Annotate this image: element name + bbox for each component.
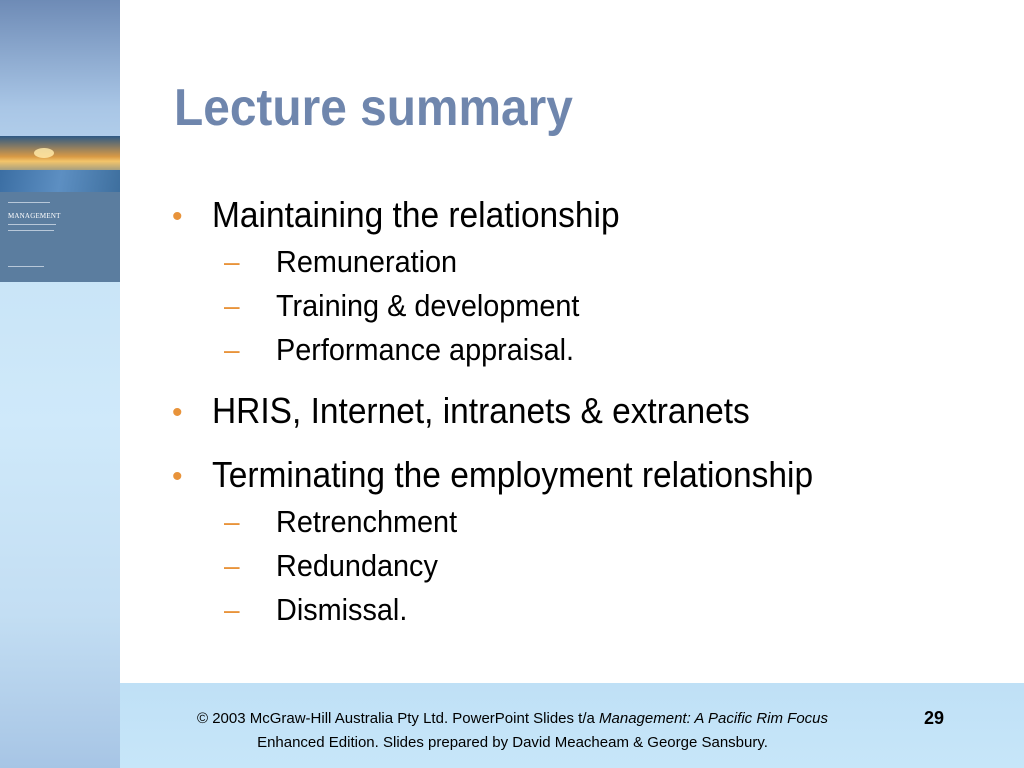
bullet-marker: •	[172, 396, 183, 429]
book-cover-title: MANAGEMENT	[8, 212, 61, 220]
cover-line	[8, 202, 50, 203]
bullet-marker: •	[172, 200, 183, 233]
sun-reflection	[34, 148, 54, 158]
sub-bullet-marker: –	[224, 550, 240, 581]
bullet-item	[172, 450, 992, 500]
page-number: 29	[924, 708, 945, 728]
bullet-text: HRIS, Internet, intranets & extranets	[212, 390, 750, 431]
sub-bullet-text: Redundancy	[276, 548, 438, 583]
bullet-item	[172, 190, 992, 240]
bullet-marker: •	[172, 460, 183, 493]
sub-bullet-marker: –	[224, 506, 240, 537]
bullet-item	[172, 386, 992, 436]
cover-line	[8, 224, 56, 225]
cover-line	[8, 266, 44, 267]
sub-bullet-item	[172, 284, 992, 328]
sub-bullet-marker: –	[224, 594, 240, 625]
footer-line-1	[120, 707, 905, 731]
ocean-wave	[0, 170, 120, 192]
sub-bullet-item	[172, 588, 992, 632]
sub-bullet-text: Retrenchment	[276, 504, 458, 539]
slide-title: Lecture summary	[174, 79, 573, 137]
bullet-text: Terminating the employment relationship	[212, 454, 814, 495]
sub-bullet-item	[172, 544, 992, 588]
footer-line-2: Enhanced Edition. Slides prepared by David Meacheam & George Sansbury.	[257, 734, 768, 751]
bullet-list	[172, 190, 992, 632]
sub-bullet-item	[172, 240, 992, 284]
cover-line	[8, 230, 54, 231]
sub-bullet-text: Training & development	[276, 288, 580, 323]
left-decorative-strip	[0, 0, 120, 768]
bullet-text: Maintaining the relationship	[212, 194, 620, 235]
book-cover-image	[0, 136, 120, 282]
sub-bullet-text: Performance appraisal.	[276, 332, 575, 367]
footer-copyright	[120, 707, 905, 755]
sub-bullet-marker: –	[224, 334, 240, 365]
sub-bullet-marker: –	[224, 246, 240, 277]
sub-bullet-item	[172, 328, 992, 372]
sub-bullet-text: Remuneration	[276, 244, 458, 279]
footer-line-1-prefix: © 2003 McGraw-Hill Australia Pty Ltd. PowerPoint Slides t/a	[196, 710, 600, 727]
footer-book-title: Management: A Pacific Rim Focus	[599, 710, 829, 727]
sub-bullet-text: Dismissal.	[276, 592, 408, 627]
sub-bullet-item	[172, 500, 992, 544]
sub-bullet-marker: –	[224, 290, 240, 321]
